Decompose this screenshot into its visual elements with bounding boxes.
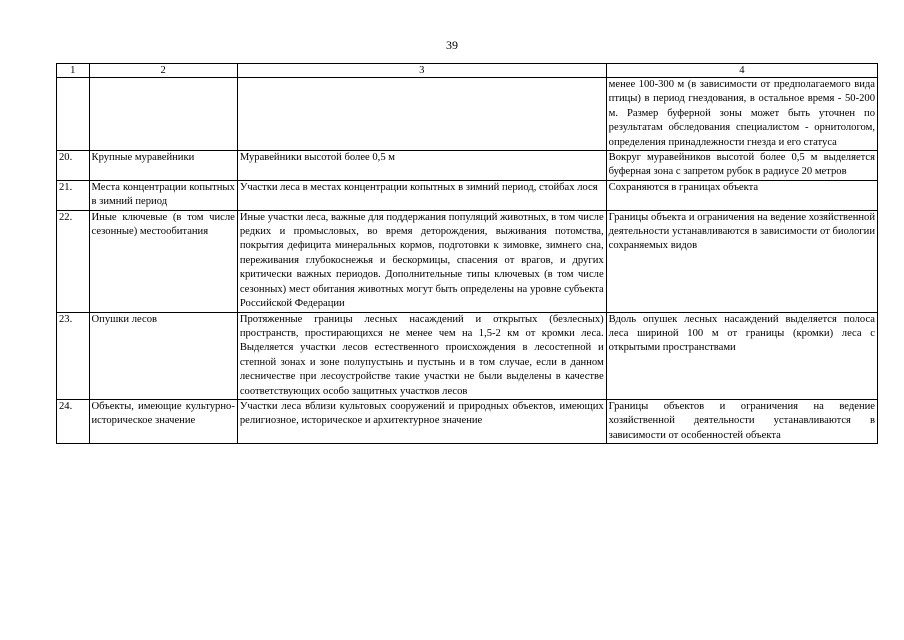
header-col-2: 2 [89, 64, 237, 78]
row-number: 21. [57, 180, 90, 210]
protection-measures: менее 100-300 м (в зависимости от предполагаемого вида птицы) в период гнездования, в остальное время - 50-200 м. Размер буферной зоны может быть уточнен по результатам обследования специалистом - орнитологом, определения принадлежности гнезда и его статуса [606, 78, 877, 151]
table-header-row [57, 64, 878, 78]
object-name: Опушки лесов [89, 312, 237, 399]
table-row [57, 180, 878, 210]
row-number [57, 78, 90, 151]
page-number: 39 [446, 38, 458, 52]
habitat-table [56, 63, 878, 444]
table-row [57, 151, 878, 181]
object-description: Протяженные границы лесных насаждений и открытых (безлесных) пространств, простирающихся не менее чем на 1,5-2 км от кромки леса. Выделяется участки лесов естественного происхождения в лесостепной и степной зонах и зоне полупустынь и пустынь и в том случае, если в данном лесничестве при лесоустройстве такие участки не были выделены в качестве соответствующих особо защитных участков лесов [237, 312, 606, 399]
object-description: Муравейники высотой более 0,5 м [237, 151, 606, 181]
table-row [57, 399, 878, 443]
object-name: Иные ключевые (в том числе сезонные) местообитания [89, 210, 237, 312]
header-col-1: 1 [57, 64, 90, 78]
table-row [57, 210, 878, 312]
object-name: Объекты, имеющие культурно-историческое значение [89, 399, 237, 443]
table-row [57, 312, 878, 399]
row-number: 24. [57, 399, 90, 443]
header-col-4: 4 [606, 64, 877, 78]
object-name: Места концентрации копытных в зимний период [89, 180, 237, 210]
object-name: Крупные муравейники [89, 151, 237, 181]
header-col-3: 3 [237, 64, 606, 78]
object-description: Участки леса вблизи культовых сооружений и природных объектов, имеющих религиозное, историческое и архитектурное значение [237, 399, 606, 443]
object-description: Иные участки леса, важные для поддержания популяций животных, в том числе редких и промысловых, во время деторождения, выживания потомства, покрытия дефицита минеральных кормов, подготовки к зимовке, зимнего сна, переживания глубокоснежья и бескормицы, спасения от врагов, и других критически важных периодов. Дополнительные типы ключевых (в том числе сезонных) мест обитания животных могут быть определены на уровне субъекта Российской Федерации [237, 210, 606, 312]
row-number: 22. [57, 210, 90, 312]
protection-measures: Границы объектов и ограничения на ведение хозяйственной деятельности устанавливаются в зависимости от особенностей объекта [606, 399, 877, 443]
object-description [237, 78, 606, 151]
object-description: Участки леса в местах концентрации копытных в зимний период, стойбах лося [237, 180, 606, 210]
row-number: 23. [57, 312, 90, 399]
object-name [89, 78, 237, 151]
table-row [57, 78, 878, 151]
protection-measures: Вокруг муравейников высотой более 0,5 м выделяется буферная зона с запретом рубок в радиусе 20 метров [606, 151, 877, 181]
protection-measures: Сохраняются в границах объекта [606, 180, 877, 210]
protection-measures: Границы объекта и ограничения на ведение хозяйственной деятельности устанавливаются в зависимости от биологии сохраняемых видов [606, 210, 877, 312]
protection-measures: Вдоль опушек лесных насаждений выделяется полоса леса шириной 100 м от границы (кромки) леса с открытыми пространствами [606, 312, 877, 399]
row-number: 20. [57, 151, 90, 181]
